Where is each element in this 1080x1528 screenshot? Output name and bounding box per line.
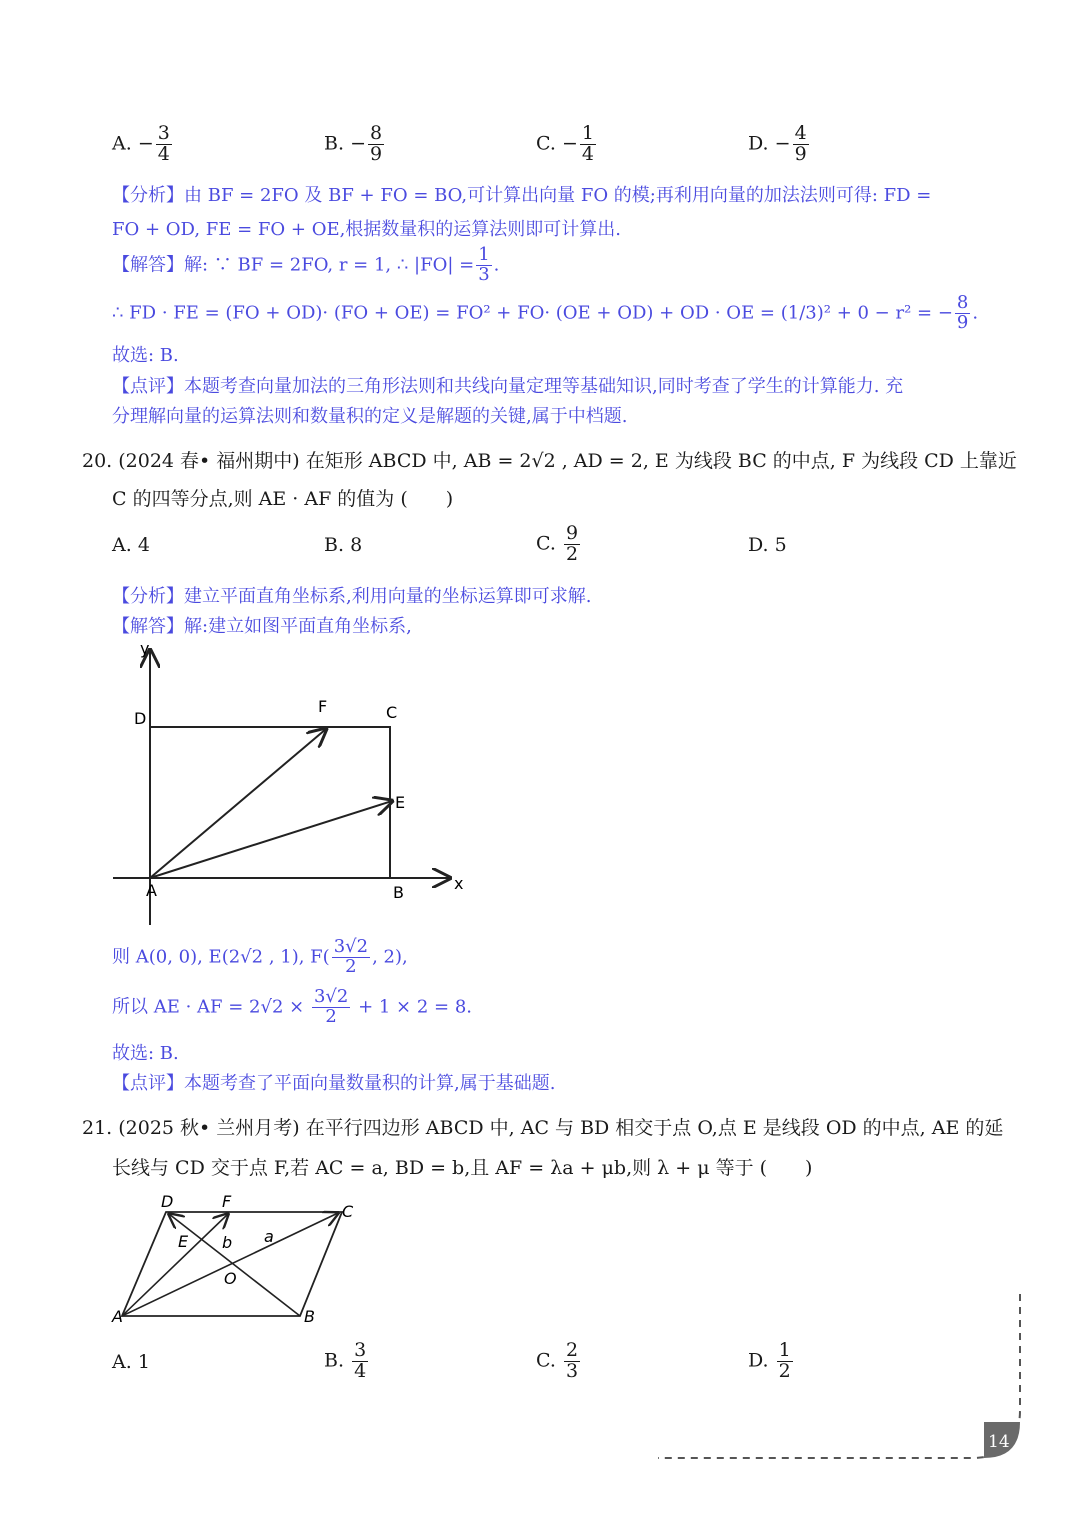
q19-choice: 故选: B. [112, 345, 179, 366]
vector-ae [150, 801, 392, 878]
label-f: F [222, 1192, 232, 1211]
page-corner-decoration [650, 1290, 1030, 1470]
q21-option-c: C. $\frac{2}{3}$ [536, 1339, 579, 1382]
label-x: x [454, 874, 464, 893]
label-f: F [318, 697, 328, 716]
q19-solution-line1: 【解答】解: ∵ BF = 2FO, r = 1, ∴ |FO| = $\frac{1}{3}$ . [112, 244, 500, 285]
q19-option-b: B. − $\frac{8}{9}$ [324, 122, 383, 165]
rectangle-abcd [150, 727, 390, 878]
q19-analysis-line1: 【分析】由 BF = 2FO 及 BF + FO = BO,可计算出向量 FO 的模;再利用向量的加法法则可得: FD = [112, 185, 932, 206]
label-a: A [146, 881, 157, 900]
q20-stem-line1: 20. (2024 春• 福州期中) 在矩形 ABCD 中, AB = 2√2 , AD = 2, E 为线段 BC 的中点, F 为线段 CD 上靠近 [82, 450, 1017, 472]
q20-choice: 故选: B. [112, 1043, 179, 1064]
vector-af [122, 1214, 228, 1316]
q20-coordinate-figure [108, 640, 478, 930]
page-number: 14 [988, 1432, 1010, 1452]
q20-option-d: D. 5 [748, 534, 787, 556]
label-o: O [224, 1269, 237, 1288]
q19-option-d: D. − $\frac{4}{9}$ [748, 122, 807, 165]
q20-comment: 【点评】本题考查了平面向量数量积的计算,属于基础题. [112, 1073, 556, 1094]
q20-option-c: C. $\frac{9}{2}$ [536, 522, 579, 565]
label-d: D [134, 709, 147, 728]
q21-option-a: A. 1 [112, 1351, 150, 1373]
q19-analysis-line2: FO + OD, FE = FO + OE,根据数量积的运算法则即可计算出. [112, 219, 622, 240]
q20-stem-line2: C 的四等分点,则 AE · AF 的值为 ( ) [112, 488, 454, 510]
q20-option-a: A. 4 [112, 534, 150, 556]
label-a: A [112, 1307, 123, 1326]
label-y: y [140, 640, 150, 658]
q19-option-c: C. − $\frac{1}{4}$ [536, 122, 594, 165]
label-a-vec: a [264, 1227, 274, 1246]
label-c: C [342, 1202, 354, 1221]
label-e: E [395, 793, 406, 812]
vector-bd [169, 1214, 300, 1316]
q20-coordinates: 则 A(0, 0), E(2√2 , 1), F( $\frac{3√2}{2}$ , 2), [112, 936, 408, 977]
q20-solution: 【解答】解:建立如图平面直角坐标系, [112, 616, 412, 637]
q20-option-b: B. 8 [324, 534, 363, 556]
q21-parallelogram-figure [108, 1188, 368, 1328]
label-d: D [161, 1192, 174, 1211]
q20-product: 所以 AE · AF = 2√2 × $\frac{3√2}{2}$ + 1 × 2 = 8. [112, 986, 472, 1027]
q19-option-a: A. − $\frac{3}{4}$ [112, 122, 170, 165]
q21-stem-line2: 长线与 CD 交于点 F,若 AC = a, BD = b,且 AF = λa + μb,则 λ + μ 等于 ( ) [112, 1157, 813, 1179]
q19-comment-line2: 分理解向量的运算法则和数量积的定义是解题的关键,属于中档题. [112, 406, 628, 427]
q21-option-b: B. $\frac{3}{4}$ [324, 1339, 367, 1382]
label-b: B [304, 1307, 315, 1326]
q21-stem-line1: 21. (2025 秋• 兰州月考) 在平行四边形 ABCD 中, AC 与 BD 相交于点 O,点 E 是线段 OD 的中点, AE 的延 [82, 1117, 1004, 1139]
label-b: B [393, 883, 404, 902]
q21-option-d: D. $\frac{1}{2}$ [748, 1339, 791, 1382]
vector-af [150, 729, 326, 878]
label-e: E [178, 1232, 189, 1251]
q20-analysis: 【分析】建立平面直角坐标系,利用向量的坐标运算即可求解. [112, 586, 592, 607]
label-c: C [386, 703, 398, 722]
q19-comment-line1: 【点评】本题考查向量加法的三角形法则和共线向量定理等基础知识,同时考查了学生的计算能力. 充 [112, 376, 904, 397]
q19-solution-line2: ∴ FD · FE = (FO + OD)· (FO + OE) = FO² + FO· (OE + OD) + OD · OE = (1/3)² + 0 − r² = − $\frac{8}{9}$ . [112, 292, 979, 333]
label-b-vec: b [222, 1233, 233, 1252]
